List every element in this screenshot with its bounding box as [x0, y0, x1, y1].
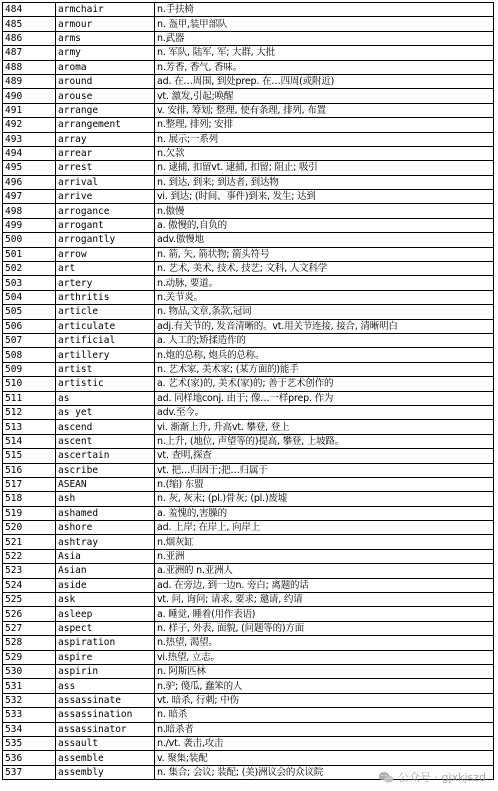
entry-word: assassinate: [56, 693, 155, 707]
entry-definition: n. 物品,文章,条款,冠词: [155, 305, 494, 319]
entry-definition: n.热望, 渴望。: [155, 636, 494, 650]
entry-word: artillery: [56, 348, 155, 362]
vocabulary-table: [2, 2, 494, 780]
table-row: [3, 578, 494, 592]
entry-definition: a. 人工的;矫揉造作的: [155, 333, 494, 347]
entry-number: 527: [3, 621, 56, 635]
entry-word: around: [56, 74, 155, 88]
entry-number: 517: [3, 477, 56, 491]
entry-number: 490: [3, 89, 56, 103]
entry-number: 512: [3, 405, 56, 419]
entry-definition: n. 阿斯匹林: [155, 664, 494, 678]
entry-definition: n./vt. 袭击,攻击: [155, 736, 494, 750]
entry-number: 520: [3, 521, 56, 535]
entry-word: artificial: [56, 333, 155, 347]
entry-number: 484: [3, 3, 56, 17]
entry-definition: ad. 上岸; 在岸上, 向岸上: [155, 521, 494, 535]
table-row: [3, 377, 494, 391]
entry-word: art: [56, 262, 155, 276]
entry-number: 514: [3, 434, 56, 448]
table-row: [3, 161, 494, 175]
entry-definition: n. 样子, 外表, 面貌, (问题等的)方面: [155, 621, 494, 635]
entry-definition: vt. 查明,探查: [155, 449, 494, 463]
table-row: [3, 190, 494, 204]
entry-word: assembly: [56, 765, 155, 779]
entry-word: aspire: [56, 650, 155, 664]
entry-number: 529: [3, 650, 56, 664]
table-row: [3, 708, 494, 722]
table-row: [3, 693, 494, 707]
entry-definition: n.亚洲: [155, 549, 494, 563]
table-row: [3, 564, 494, 578]
entry-word: aside: [56, 578, 155, 592]
entry-number: 485: [3, 17, 56, 31]
table-row: [3, 405, 494, 419]
table-row: [3, 362, 494, 376]
entry-word: army: [56, 46, 155, 60]
entry-definition: n.驴; 傻瓜, 蠢笨的人: [155, 679, 494, 693]
entry-definition: n. 到达, 到来; 到达者, 到达物: [155, 175, 494, 189]
entry-word: assemble: [56, 751, 155, 765]
entry-definition: v. 安排, 筹划; 整理, 使有条理, 排列, 布置: [155, 103, 494, 117]
entry-number: 508: [3, 348, 56, 362]
entry-number: 515: [3, 449, 56, 463]
watermark-label: 公众号 · gjxkjszd: [398, 771, 486, 784]
entry-definition: n. 军队, 陆军, 军; 大群, 大批: [155, 46, 494, 60]
entry-definition: n.芳香, 香气, 香味。: [155, 60, 494, 74]
entry-number: 535: [3, 736, 56, 750]
table-row: [3, 319, 494, 333]
entry-number: 509: [3, 362, 56, 376]
table-row: [3, 132, 494, 146]
entry-number: 506: [3, 319, 56, 333]
entry-word: article: [56, 305, 155, 319]
table-row: [3, 60, 494, 74]
table-row: [3, 650, 494, 664]
entry-word: arrear: [56, 146, 155, 160]
entry-word: ass: [56, 679, 155, 693]
table-row: [3, 218, 494, 232]
entry-word: Asian: [56, 564, 155, 578]
entry-number: 523: [3, 564, 56, 578]
entry-definition: n.武器: [155, 31, 494, 45]
table-row: [3, 204, 494, 218]
table-row: [3, 636, 494, 650]
table-row: [3, 118, 494, 132]
entry-word: ascribe: [56, 463, 155, 477]
table-row: [3, 3, 494, 17]
table-row: [3, 463, 494, 477]
entry-definition: n.动脉, 要道。: [155, 276, 494, 290]
table-row: [3, 506, 494, 520]
table-row: [3, 89, 494, 103]
entry-definition: n.手扶椅: [155, 3, 494, 17]
entry-number: 501: [3, 247, 56, 261]
entry-number: 522: [3, 549, 56, 563]
entry-word: arouse: [56, 89, 155, 103]
table-row: [3, 751, 494, 765]
entry-definition: n. 暗杀: [155, 708, 494, 722]
table-row: [3, 549, 494, 563]
entry-definition: a. 羞愧的,害臊的: [155, 506, 494, 520]
entry-number: 491: [3, 103, 56, 117]
entry-number: 532: [3, 693, 56, 707]
entry-word: ascend: [56, 420, 155, 434]
table-row: [3, 74, 494, 88]
entry-number: 505: [3, 305, 56, 319]
entry-word: arrival: [56, 175, 155, 189]
entry-definition: n. 盔甲,装甲部队: [155, 17, 494, 31]
entry-definition: adj.有关节的, 发音清晰的。vt.用关节连接, 接合, 清晰明白: [155, 319, 494, 333]
table-row: [3, 449, 494, 463]
table-row: [3, 146, 494, 160]
entry-word: artistic: [56, 377, 155, 391]
entry-definition: vi. 到达; (时间、事件)到来, 发生; 达到: [155, 190, 494, 204]
entry-number: 511: [3, 391, 56, 405]
entry-number: 531: [3, 679, 56, 693]
entry-number: 519: [3, 506, 56, 520]
entry-word: artery: [56, 276, 155, 290]
entry-definition: a. 傲慢的,自负的: [155, 218, 494, 232]
entry-word: Asia: [56, 549, 155, 563]
entry-number: 498: [3, 204, 56, 218]
entry-definition: vi. 渐渐上升, 升高vt. 攀登, 登上: [155, 420, 494, 434]
table-row: [3, 262, 494, 276]
entry-word: armchair: [56, 3, 155, 17]
entry-number: 518: [3, 492, 56, 506]
entry-word: assassinator: [56, 722, 155, 736]
entry-word: ascent: [56, 434, 155, 448]
entry-definition: n.关节炎。: [155, 290, 494, 304]
entry-word: aroma: [56, 60, 155, 74]
entry-word: armour: [56, 17, 155, 31]
entry-number: 487: [3, 46, 56, 60]
entry-definition: n. 箭, 矢, 箭状物; 箭头符号: [155, 247, 494, 261]
entry-number: 504: [3, 290, 56, 304]
entry-definition: n.整理, 排列; 安排: [155, 118, 494, 132]
entry-definition: ad. 同样地conj. 由于; 像…一样prep. 作为: [155, 391, 494, 405]
table-row: [3, 593, 494, 607]
entry-word: assassination: [56, 708, 155, 722]
entry-definition: n.烟灰缸: [155, 535, 494, 549]
entry-word: ASEAN: [56, 477, 155, 491]
entry-word: arrogance: [56, 204, 155, 218]
entry-number: 499: [3, 218, 56, 232]
entry-definition: n. 逮捕, 扣留vt. 逮捕, 扣留; 阻止; 吸引: [155, 161, 494, 175]
table-row: [3, 722, 494, 736]
entry-number: 502: [3, 262, 56, 276]
entry-definition: vt. 暗杀, 行刺; 中伤: [155, 693, 494, 707]
entry-number: 500: [3, 233, 56, 247]
entry-definition: a. 艺术(家)的, 美术(家)的; 善于艺术创作的: [155, 377, 494, 391]
entry-word: ask: [56, 593, 155, 607]
table-row: [3, 492, 494, 506]
entry-definition: a.亚洲的 n.亚洲人: [155, 564, 494, 578]
entry-word: arrow: [56, 247, 155, 261]
entry-number: 494: [3, 146, 56, 160]
table-row: [3, 17, 494, 31]
entry-number: 489: [3, 74, 56, 88]
entry-definition: v. 聚集;装配: [155, 751, 494, 765]
entry-number: 503: [3, 276, 56, 290]
entry-number: 510: [3, 377, 56, 391]
entry-number: 536: [3, 751, 56, 765]
entry-word: assault: [56, 736, 155, 750]
table-row: [3, 233, 494, 247]
entry-definition: ad. 在旁边, 到一边n. 旁白; 离题的话: [155, 578, 494, 592]
entry-word: ascertain: [56, 449, 155, 463]
entry-word: arrogantly: [56, 233, 155, 247]
entry-word: aspiration: [56, 636, 155, 650]
entry-number: 521: [3, 535, 56, 549]
entry-number: 526: [3, 607, 56, 621]
entry-definition: a. 睡觉, 睡着(用作表语): [155, 607, 494, 621]
entry-definition: vt. 把…归因于;把…归属于: [155, 463, 494, 477]
entry-definition: vi.热望, 立志。: [155, 650, 494, 664]
entry-number: 525: [3, 593, 56, 607]
entry-definition: n. 艺术, 美术, 技术, 技艺; 文科, 人文科学: [155, 262, 494, 276]
table-row: [3, 621, 494, 635]
entry-word: arms: [56, 31, 155, 45]
entry-number: 496: [3, 175, 56, 189]
table-row: [3, 391, 494, 405]
table-row: [3, 477, 494, 491]
entry-word: aspect: [56, 621, 155, 635]
entry-word: as yet: [56, 405, 155, 419]
entry-definition: vt. 激发,引起;唤醒: [155, 89, 494, 103]
table-row: [3, 521, 494, 535]
table-row: [3, 434, 494, 448]
entry-word: arrest: [56, 161, 155, 175]
entry-definition: vt. 问, 询问; 请求, 要求; 邀请, 约请: [155, 593, 494, 607]
entry-definition: adv.至今。: [155, 405, 494, 419]
entry-number: 534: [3, 722, 56, 736]
table-row: [3, 46, 494, 60]
entry-number: 495: [3, 161, 56, 175]
table-row: [3, 765, 494, 779]
vocabulary-table-body: [3, 3, 494, 780]
table-row: [3, 333, 494, 347]
entry-number: 524: [3, 578, 56, 592]
entry-word: ashamed: [56, 506, 155, 520]
entry-number: 486: [3, 31, 56, 45]
table-row: [3, 247, 494, 261]
entry-definition: n.傲慢: [155, 204, 494, 218]
entry-definition: n. 展示;一系列: [155, 132, 494, 146]
entry-definition: n.(缩) 东盟: [155, 477, 494, 491]
table-row: [3, 276, 494, 290]
entry-number: 537: [3, 765, 56, 779]
entry-word: arrange: [56, 103, 155, 117]
table-row: [3, 535, 494, 549]
entry-number: 528: [3, 636, 56, 650]
entry-definition: n. 灰, 灰末; (pl.)骨灰; (pl.)废墟: [155, 492, 494, 506]
entry-word: array: [56, 132, 155, 146]
entry-number: 530: [3, 664, 56, 678]
entry-word: asleep: [56, 607, 155, 621]
entry-number: 513: [3, 420, 56, 434]
entry-number: 493: [3, 132, 56, 146]
table-row: [3, 103, 494, 117]
table-row: [3, 420, 494, 434]
entry-word: ashtray: [56, 535, 155, 549]
table-row: [3, 736, 494, 750]
table-row: [3, 31, 494, 45]
entry-number: 516: [3, 463, 56, 477]
table-row: [3, 607, 494, 621]
entry-number: 492: [3, 118, 56, 132]
entry-number: 488: [3, 60, 56, 74]
table-row: [3, 175, 494, 189]
table-row: [3, 290, 494, 304]
entry-word: arrangement: [56, 118, 155, 132]
entry-definition: n.暗杀者: [155, 722, 494, 736]
entry-word: ash: [56, 492, 155, 506]
table-row: [3, 679, 494, 693]
entry-number: 497: [3, 190, 56, 204]
entry-word: aspirin: [56, 664, 155, 678]
entry-definition: n.炮的总称, 炮兵的总称。: [155, 348, 494, 362]
entry-definition: n. 艺术家, 美术家; (某方面的)能手: [155, 362, 494, 376]
entry-definition: n.欠款: [155, 146, 494, 160]
entry-word: arrogant: [56, 218, 155, 232]
entry-word: arthritis: [56, 290, 155, 304]
entry-word: arrive: [56, 190, 155, 204]
entry-word: as: [56, 391, 155, 405]
table-row: [3, 305, 494, 319]
entry-word: artist: [56, 362, 155, 376]
entry-definition: n.上升, (地位, 声望等的)提高, 攀登, 上坡路。: [155, 434, 494, 448]
entry-number: 507: [3, 333, 56, 347]
entry-word: ashore: [56, 521, 155, 535]
entry-word: articulate: [56, 319, 155, 333]
entry-definition: adv.傲慢地: [155, 233, 494, 247]
table-row: [3, 348, 494, 362]
table-row: [3, 664, 494, 678]
entry-definition: n. 集合; 会议; 装配; (美)洲议会的众议院: [155, 765, 494, 779]
entry-number: 533: [3, 708, 56, 722]
entry-definition: ad. 在…周围, 到处prep. 在…四周(或附近): [155, 74, 494, 88]
